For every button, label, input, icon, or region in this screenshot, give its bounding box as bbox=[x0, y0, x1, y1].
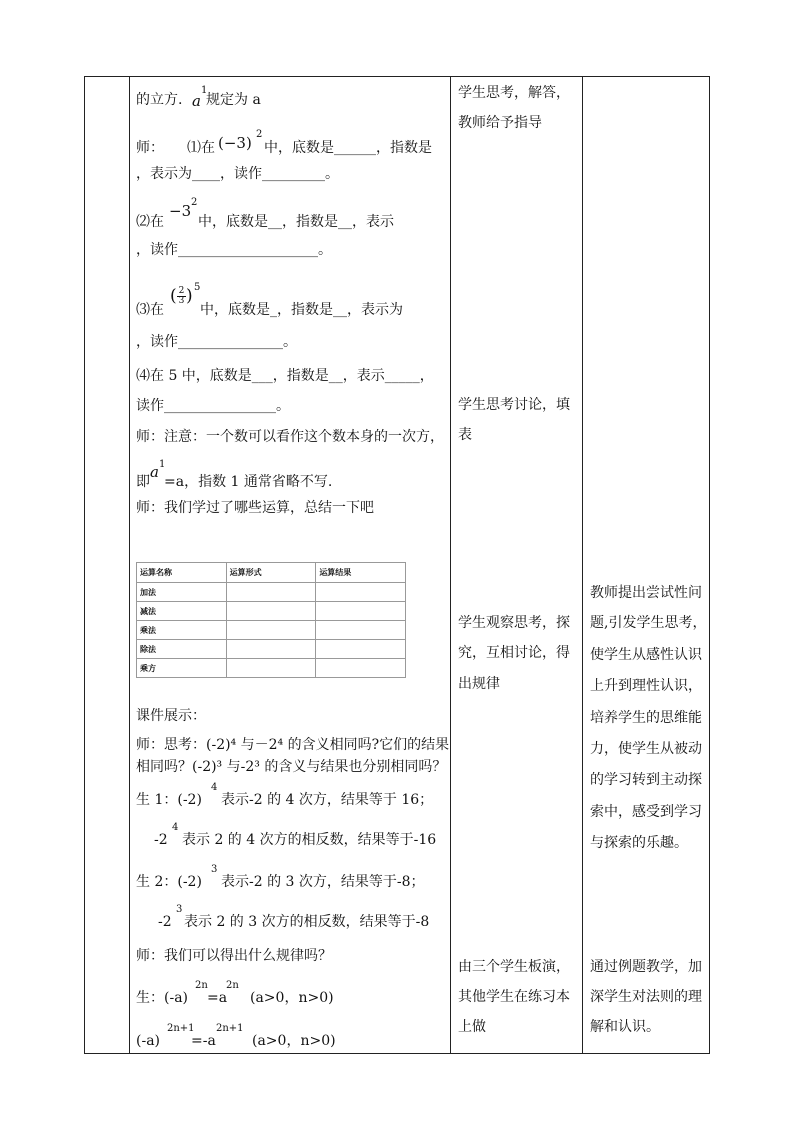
table-row bbox=[137, 583, 406, 602]
header-cell: 运算结果 bbox=[316, 563, 406, 583]
text-line: 力，使学生从被动 bbox=[590, 741, 702, 757]
text-line: (-a) bbox=[136, 1033, 161, 1049]
empty-cell bbox=[316, 602, 406, 621]
text-line: ⑶在 bbox=[136, 302, 164, 318]
text-line: 解和认识。 bbox=[590, 1019, 660, 1035]
text-line: 师：思考：(-2)⁴ 与－2⁴ 的含义相同吗?它们的结果 bbox=[136, 737, 450, 753]
text-line: 学生思考，解答， bbox=[458, 85, 570, 101]
text-line: ⑵在 bbox=[136, 214, 164, 230]
text-line: 题,引发学生思考， bbox=[590, 615, 707, 631]
text-line: 生：(-a) bbox=[136, 990, 189, 1006]
text-line: 的立方. bbox=[136, 92, 183, 108]
table-header-row bbox=[137, 563, 406, 583]
text-line: 索中，感受到学习 bbox=[590, 804, 702, 820]
text-line: 教师给予指导 bbox=[458, 115, 542, 131]
empty-cell bbox=[226, 621, 316, 640]
header-cell: 运算名称 bbox=[137, 563, 227, 583]
table-row bbox=[137, 640, 406, 659]
fraction-denominator: 3 bbox=[178, 296, 185, 306]
text-line: 师：我们可以得出什么规律吗？ bbox=[136, 948, 332, 964]
text-line: =a，指数 1 通常省略不写. bbox=[164, 474, 333, 490]
exponent: 2n bbox=[195, 980, 208, 991]
text-line: 中，底数是_，指数是__，表示为 bbox=[200, 302, 403, 318]
text-line: 表示-2 的 3 次方，结果等于-8； bbox=[221, 874, 425, 890]
text-line: 出规律 bbox=[458, 676, 500, 692]
fraction-numerator: 2 bbox=[178, 286, 185, 296]
text-line: ，表示为____，读作_________。 bbox=[136, 166, 339, 182]
text-line: 课件展示： bbox=[136, 708, 206, 724]
text-line: -2 bbox=[154, 832, 168, 848]
text-line: 使学生从感性认识 bbox=[590, 647, 702, 663]
row-label: 加法 bbox=[137, 583, 227, 602]
paren-left: ( bbox=[170, 286, 177, 306]
table-row bbox=[137, 621, 406, 640]
text-line: 师：注意：一个数可以看作这个数本身的一次方， bbox=[136, 429, 444, 445]
empty-cell bbox=[316, 659, 406, 678]
text-line: ，读作____________________。 bbox=[136, 242, 332, 258]
exponent: 5 bbox=[194, 282, 201, 293]
text-line: =a bbox=[207, 990, 228, 1006]
exponent: 2n+1 bbox=[167, 1023, 195, 1034]
exponent: 3 bbox=[211, 864, 218, 875]
empty-cell bbox=[316, 621, 406, 640]
math-expr: −3 bbox=[169, 202, 192, 220]
empty-cell bbox=[226, 602, 316, 621]
table-row bbox=[137, 659, 406, 678]
text-line: 表示-2 的 4 次方，结果等于 16； bbox=[221, 792, 434, 808]
text-line: 生 1：(-2) bbox=[136, 792, 202, 808]
text-line: 表示 2 的 4 次方的相反数，结果等于-16 bbox=[182, 832, 437, 848]
text-line: 上做 bbox=[458, 1019, 486, 1035]
empty-cell bbox=[226, 583, 316, 602]
text-line: 通过例题教学，加 bbox=[590, 959, 702, 975]
text-line: 读作________________。 bbox=[136, 398, 290, 414]
empty-cell bbox=[316, 583, 406, 602]
row-label: 乘法 bbox=[137, 621, 227, 640]
header-cell: 运算形式 bbox=[226, 563, 316, 583]
text-line: (a>0，n>0) bbox=[250, 990, 334, 1006]
text-line: 中，底数是______，指数是 bbox=[264, 140, 432, 156]
text-line: 由三个学生板演， bbox=[458, 959, 570, 975]
column-divider bbox=[450, 77, 451, 1053]
text-line: 中，底数是__，指数是__，表示 bbox=[198, 214, 394, 230]
math-a: a bbox=[192, 92, 201, 110]
text-line: (a>0，n>0) bbox=[252, 1033, 336, 1049]
text-line: 学生思考讨论，填 bbox=[458, 397, 570, 413]
exponent: 2 bbox=[191, 197, 198, 208]
math-expr: (−3) bbox=[218, 134, 252, 152]
text-line: 规定为 a bbox=[206, 92, 261, 108]
math-a: a bbox=[150, 463, 159, 481]
text-line: 生 2：(-2) bbox=[136, 874, 202, 890]
row-label: 减法 bbox=[137, 602, 227, 621]
exponent: 4 bbox=[211, 782, 218, 793]
text-line: 师：我们学过了哪些运算，总结一下吧 bbox=[136, 500, 374, 516]
exponent: 4 bbox=[172, 822, 179, 833]
text-line: =-a bbox=[191, 1033, 216, 1049]
paren-right: ) bbox=[186, 286, 193, 306]
text-line: ⑴在 bbox=[187, 140, 215, 156]
table-row bbox=[137, 602, 406, 621]
text-line: 上升到理性认识， bbox=[590, 678, 702, 694]
exponent: 1 bbox=[159, 459, 166, 470]
row-label: 乘方 bbox=[137, 659, 227, 678]
text-line: 深学生对法则的理 bbox=[590, 989, 702, 1005]
text-line: 的学习转到主动探 bbox=[590, 772, 702, 788]
empty-cell bbox=[226, 659, 316, 678]
exponent: 2 bbox=[256, 129, 263, 140]
empty-cell bbox=[226, 640, 316, 659]
text-line: ⑷在 5 中，底数是___，指数是__，表示_____， bbox=[136, 368, 434, 384]
exponent: 3 bbox=[176, 904, 183, 915]
exponent: 2n+1 bbox=[216, 1023, 244, 1034]
text-line: 与探索的乐趣。 bbox=[590, 835, 688, 851]
text-line: ，读作_______________。 bbox=[136, 334, 297, 350]
text-line: 其他学生在练习本 bbox=[458, 989, 570, 1005]
text-line: 培养学生的思维能 bbox=[590, 710, 702, 726]
exponent: 1 bbox=[201, 85, 208, 96]
text-line: 表示 2 的 3 次方的相反数，结果等于-8 bbox=[184, 914, 430, 930]
text-line: 教师提出尝试性问 bbox=[590, 585, 702, 601]
operations-table bbox=[136, 562, 406, 678]
text-line: 究，互相讨论，得 bbox=[458, 645, 570, 661]
text-line: 相同吗？(-2)³ 与-2³ 的含义与结果也分别相同吗？ bbox=[136, 759, 447, 775]
text-line: 师： bbox=[136, 140, 164, 156]
text-line: 学生观察思考，探 bbox=[458, 615, 570, 631]
text-line: 表 bbox=[458, 427, 472, 443]
exponent: 2n bbox=[226, 980, 239, 991]
text-line: 即 bbox=[136, 474, 150, 490]
text-line: -2 bbox=[158, 914, 172, 930]
column-divider bbox=[582, 77, 583, 1053]
row-label: 除法 bbox=[137, 640, 227, 659]
column-divider bbox=[129, 77, 130, 1053]
empty-cell bbox=[316, 640, 406, 659]
